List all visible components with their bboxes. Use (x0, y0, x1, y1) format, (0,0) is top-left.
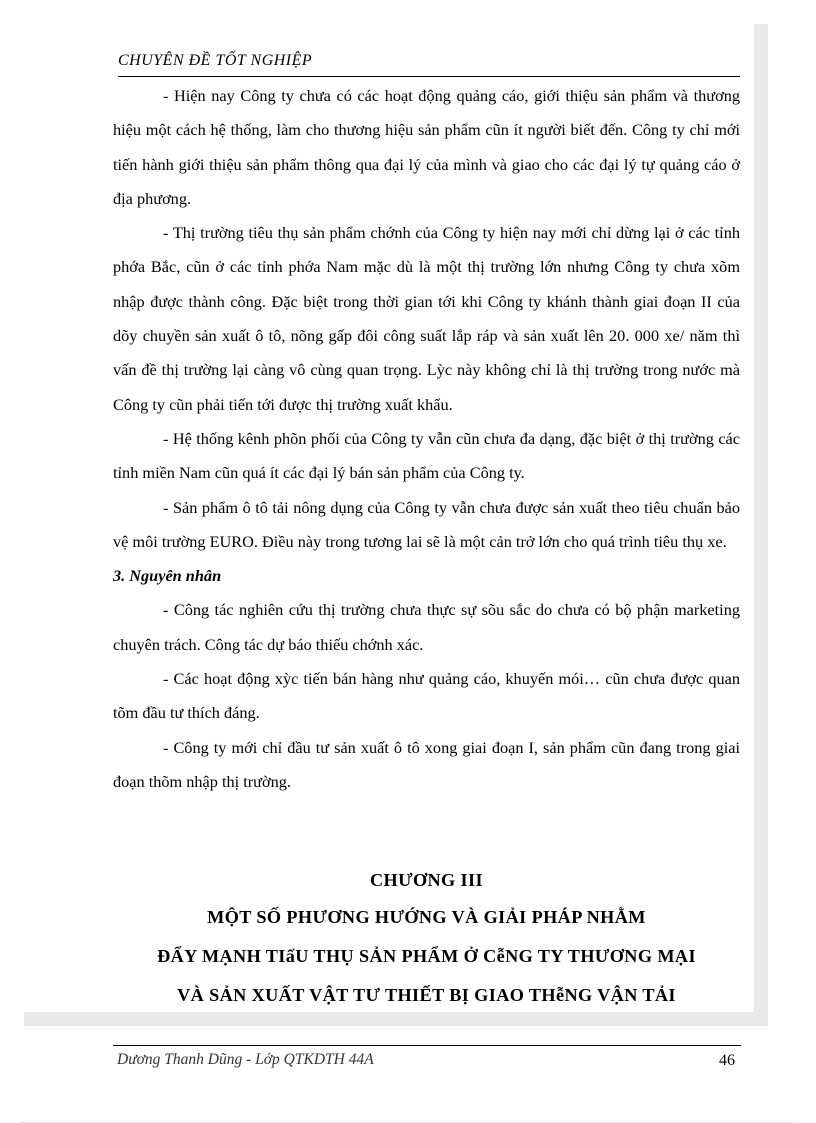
paragraph: - Các hoạt động xỳc tiến bán hàng như quảng cáo, khuyến mói… cũn chưa được quan tõm đầu tư thích đáng. (113, 669, 740, 723)
page-shadow-right (754, 24, 768, 1026)
chapter-title-line-1: MỘT SỐ PHƯƠNG HƯỚNG VÀ GIẢI PHÁP NHẰM (207, 907, 646, 927)
paragraph: - Công ty mới chỉ đầu tư sản xuất ô tô xong giai đoạn I, sản phẩm cũn đang trong giai đoạn thõm nhập thị trường. (113, 737, 740, 791)
paragraph: - Sản phẩm ô tô tải nông dụng của Công ty vẫn chưa được sản xuất theo tiêu chuẩn bảo vệ môi trường EURO. Điều này trong tương lai sẽ là một cản trở lớn cho quá trình tiêu thụ xe. (113, 497, 740, 551)
paragraph: - Hệ thống kênh phõn phối của Công ty vẫn cũn chưa đa dạng, đặc biệt ở thị trường các tỉnh miền Nam cũn quá ít các đại lý bán sản phẩm của Công ty. (113, 428, 740, 483)
page-number: 46 (719, 1052, 735, 1069)
paragraph: - Hiện nay Công ty chưa có các hoạt động quảng cáo, giới thiệu sản phẩm và thương hiệu một cách hệ thống, làm cho thương hiệu sản phẩm cũn ít người biết đến. Công ty chỉ mới tiến hành giới thiệu sản phẩm thông qua đại lý của mình và giao cho các đại lý tự quảng cáo ở địa phương. (113, 86, 740, 208)
section-heading: 3. Nguyên nhân (113, 566, 222, 586)
body-text (113, 79, 740, 799)
page-footer (113, 1045, 741, 1069)
header-title: CHUYÊN ĐỀ TỐT NGHIỆP (118, 52, 313, 69)
chapter-title-line-3: VÀ SẢN XUẤT VẬT TƯ THIẾT BỊ GIAO THễNG VẬN TẢI (177, 985, 676, 1005)
paragraph: - Thị trường tiêu thụ sản phẩm chớnh của Công ty hiện nay mới chỉ dừng lại ở các tỉnh phớa Bắc, cũn ở các tỉnh phớa Nam mặc dù là một thị trường lớn nhưng Công ty chưa xõm nhập được thành công. Đặc biệt trong thời gian tới khi Công ty khánh thành giai đoạn II của dõy chuyền sản xuất ô tô, nõng gấp đôi công suất lắp ráp và sản xuất lên 20. 000 xe/ năm thì vấn đề thị trường lại càng vô cùng quan trọng. Lỳc này không chỉ là thị trường trong nước mà Công ty cũn phải tiến tới được thị trường xuất khẩu. (113, 223, 740, 414)
chapter-title-line-2: ĐẨY MẠNH TIấU THỤ SẢN PHẨM Ở CễNG TY THƯƠNG MẠI (157, 946, 696, 966)
paragraph: - Công tác nghiên cứu thị trường chưa thực sự sõu sắc do chưa có bộ phận marketing chuyên trách. Công tác dự báo thiếu chớnh xác. (113, 600, 740, 654)
chapter-label: CHƯƠNG III (370, 870, 483, 890)
page-header (118, 50, 740, 77)
footer-author: Dương Thanh Dũng - Lớp QTKDTH 44A (117, 1051, 374, 1068)
page-shadow-bottom (24, 1012, 768, 1026)
